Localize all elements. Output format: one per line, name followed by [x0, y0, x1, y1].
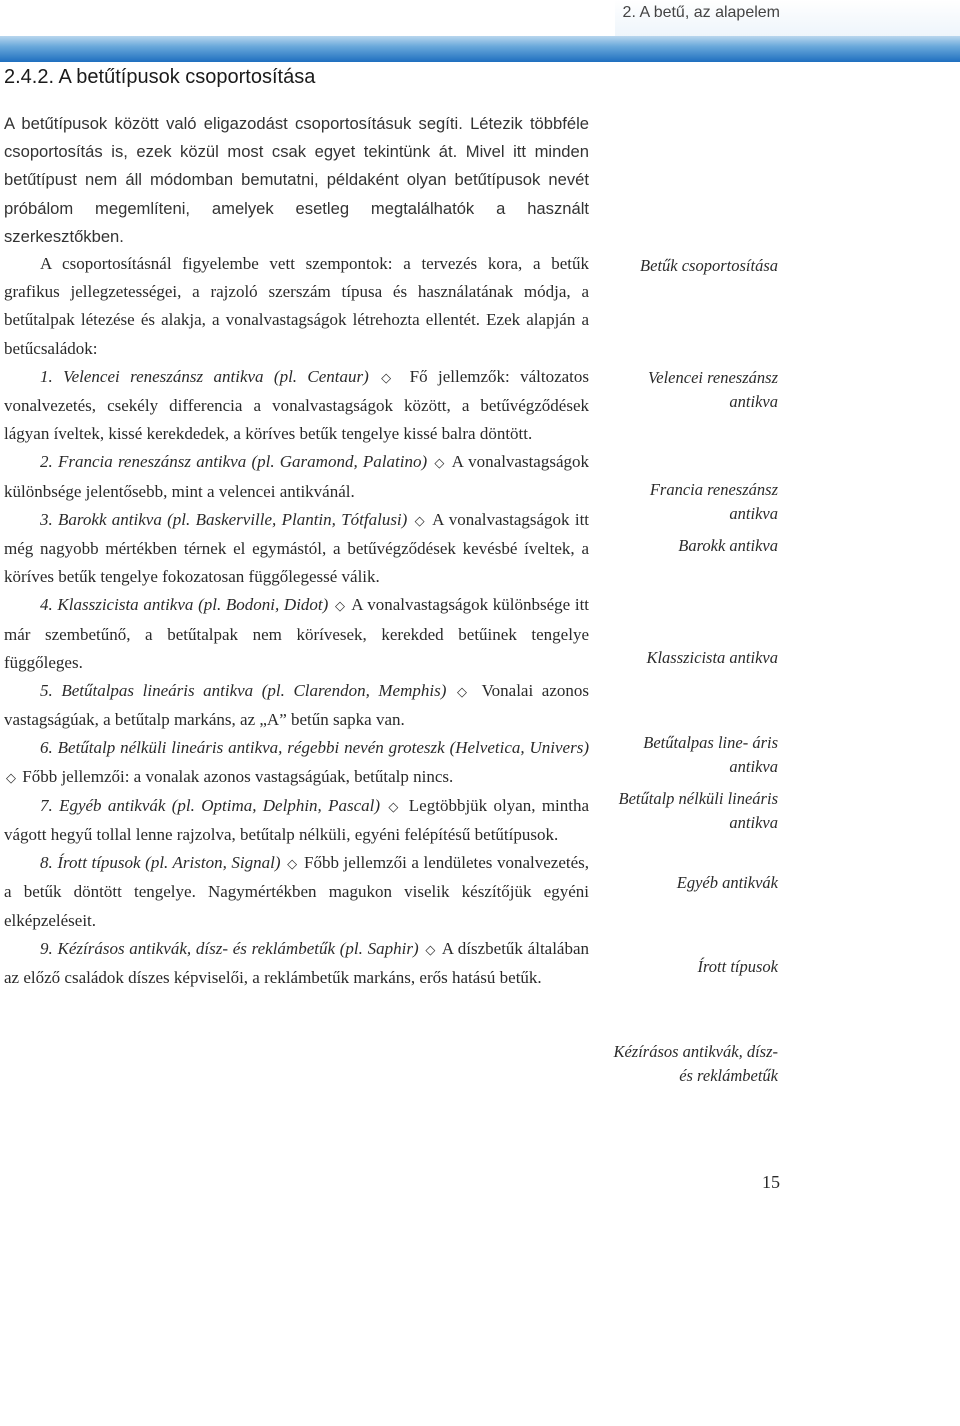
- page-number: 15: [762, 1172, 780, 1192]
- diamond-icon: ◇: [287, 856, 298, 872]
- margin-note: Barokk antikva: [678, 536, 778, 555]
- margin-note: Egyéb antikvák: [676, 873, 778, 892]
- body-text: [4, 250, 589, 992]
- family-1: [4, 363, 589, 449]
- family-text: Fő jellemzők: változatos vonalvezetés, csekély differencia a vonalvastagságok között, a betűvégződések lágyan íveltek, kissé kerekdedek, a köríves betűk tengelye kissé balra döntött.: [4, 366, 590, 444]
- family-8: [4, 849, 589, 935]
- header-gradient-rule: [0, 36, 960, 62]
- diamond-icon: ◇: [388, 798, 401, 814]
- family-6: [4, 734, 589, 791]
- family-5: [4, 677, 589, 734]
- diamond-icon: ◇: [434, 455, 446, 471]
- family-7: [4, 792, 589, 849]
- family-text: Legtöbbjük olyan, mintha vágott hegyű tollal lenne rajzolva, betűtalp nélküli, egyéni felépítésű betűtípusok.: [4, 795, 590, 845]
- margin-note: Kézírásos antikvák, dísz- és reklámbetűk: [613, 1042, 778, 1085]
- diamond-icon: ◇: [425, 941, 436, 957]
- diamond-icon: ◇: [6, 769, 16, 785]
- family-heading: 9. Kézírásos antikvák, dísz- és reklámbetűk (pl. Saphir): [40, 938, 419, 958]
- diamond-icon: ◇: [414, 512, 426, 528]
- family-9: [4, 935, 589, 992]
- diamond-icon: ◇: [381, 369, 398, 385]
- margin-note: Francia reneszánsz antikva: [649, 480, 778, 523]
- family-heading: 5. Betűtalpas lineáris antikva (pl. Clarendon, Memphis): [40, 681, 447, 701]
- section-title: 2.4.2. A betűtípusok csoportosítása: [4, 66, 316, 88]
- intro-paragraph: A betűtípusok között való eligazodást csoportosításuk segíti. Létezik többféle csoportosítás is, ezek közül most csak egyet tekintünk át. Mivel itt minden betűtípust nem áll módomban bemutatni, példaként olyan betűtípusok nevét próbálom megemlíteni, amelyek esetleg megtalálhatók a használt szerkesztőkben.: [4, 114, 589, 246]
- family-heading: 3. Barokk antikva (pl. Baskerville, Plantin, Tótfalusi): [40, 509, 408, 529]
- margin-note: Betűtalp nélküli lineáris antikva: [618, 789, 778, 832]
- family-heading: 2. Francia reneszánsz antikva (pl. Garamond, Palatino): [40, 452, 428, 472]
- diamond-icon: ◇: [456, 684, 472, 700]
- family-text: Vonalai azonos vastagságúak, a betűtalp markáns, az „A” betűn sapka van.: [4, 681, 589, 730]
- criteria-paragraph: A csoportosításnál figyelembe vett szempontok: a tervezés kora, a betűk grafikus jellegzetességei, a rajzoló szerszám típusa és használatának módja, a betűtalpak létezése és alakja, a vonalvastagságok létrehozta ellentét. Ezek alapján a betűcsaládok:: [4, 254, 589, 358]
- family-2: [4, 448, 589, 505]
- family-heading: 8. Írott típusok (pl. Ariston, Signal): [40, 853, 281, 873]
- family-heading: 4. Klasszicista antikva (pl. Bodoni, Didot): [40, 595, 329, 615]
- family-heading: 1. Velencei reneszánsz antikva (pl. Centaur): [40, 366, 369, 386]
- family-text: Főbb jellemzői a lendületes vonalvezetés, a betűk döntött tengelye. Nagymértékben magukon viselik készítőjük egyéni elképzeléseit.: [4, 853, 590, 930]
- margin-note: Betűtalpas line- áris antikva: [643, 733, 778, 776]
- running-head: 2. A betű, az alapelem: [622, 4, 780, 21]
- family-text: A vonalvastagságok itt még nagyobb mértékben térnek el egymástól, a betűvégződések kevésbé íveltek, a köríves betűk tengelye fokozatosan függőlegessé válik.: [4, 509, 590, 587]
- margin-note: Írott típusok: [697, 957, 778, 976]
- family-text: A vonalvastagságok különbsége itt már szembetűnő, a betűtalpak nem körívesek, kerekded betűinek tengelye függőleges.: [4, 595, 590, 672]
- family-text: Főbb jellemzői: a vonalak azonos vastagságúak, betűtalp nincs.: [22, 766, 454, 786]
- family-heading: 6. Betűtalp nélküli lineáris antikva, régebbi nevén groteszk (Helvetica, Univers): [40, 738, 589, 758]
- family-text: A vonalvastagságok különbsége jelentősebb, mint a velencei antikvánál.: [4, 452, 590, 501]
- margin-note: Velencei reneszánsz antikva: [648, 368, 778, 411]
- diamond-icon: ◇: [335, 598, 346, 614]
- family-4: [4, 591, 589, 677]
- family-text: A díszbetűk általában az előző családok díszes képviselői, a reklámbetűk markáns, erős hatású betűk.: [4, 938, 590, 988]
- family-heading: 7. Egyéb antikvák (pl. Optima, Delphin, Pascal): [40, 795, 381, 815]
- margin-note: Klasszicista antikva: [646, 648, 778, 667]
- margin-note: Betűk csoportosítása: [640, 256, 778, 275]
- family-3: [4, 506, 589, 592]
